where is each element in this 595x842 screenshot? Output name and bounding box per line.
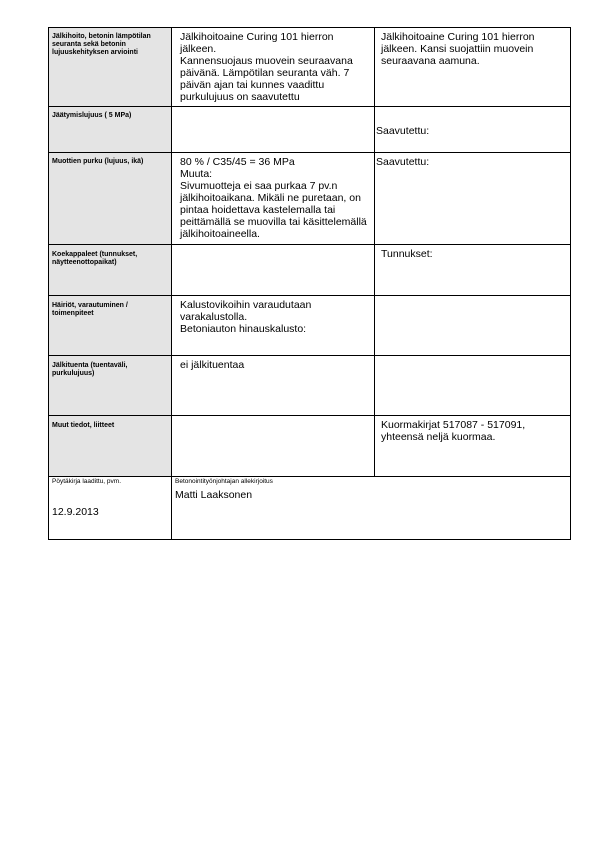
table-row bbox=[49, 245, 571, 296]
actual-cell bbox=[375, 28, 571, 107]
requirement-text bbox=[172, 245, 374, 248]
signature-label: Betonointityönjohtajan allekirjoitus bbox=[175, 478, 273, 485]
row-label-cell bbox=[49, 356, 172, 416]
actual-cell bbox=[375, 356, 571, 416]
requirement-cell bbox=[172, 296, 375, 356]
requirement-text: Kalustovikoihin varaudutaan varakalustolla. Betoniauton hinauskalusto: bbox=[180, 299, 312, 335]
requirement-text: 80 % / C35/45 = 36 MPa Muuta: Sivumuotteja ei saa purkaa 7 pv.n jälkihoitoaikana. Mikäli ne puretaan, on pintaa hoidettava kastelemalla tai peittämällä se muovilla tai käsittelemällä jälkihoitoaineella. bbox=[180, 156, 367, 240]
actual-text: Jälkihoitoaine Curing 101 hierron jälkeen. Kansi suojattiin muovein seuraavana aamuna. bbox=[381, 31, 535, 67]
row-label: Häiriöt, varautuminen / toimenpiteet bbox=[52, 302, 128, 317]
row-label-cell bbox=[49, 296, 172, 356]
row-label-cell bbox=[49, 107, 172, 153]
actual-cell bbox=[375, 107, 571, 153]
requirement-cell bbox=[172, 28, 375, 107]
requirement-text bbox=[172, 107, 374, 110]
row-label: Muottien purku (lujuus, ikä) bbox=[52, 158, 144, 165]
actual-text: Kuormakirjat 517087 - 517091, yhteensä neljä kuormaa. bbox=[381, 419, 526, 443]
requirement-cell bbox=[172, 107, 375, 153]
requirement-cell bbox=[172, 153, 375, 245]
actual-cell bbox=[375, 245, 571, 296]
actual-text: Saavutettu: bbox=[376, 156, 430, 168]
requirement-cell bbox=[172, 356, 375, 416]
requirement-text bbox=[172, 416, 374, 419]
row-label-cell bbox=[49, 153, 172, 245]
table-row bbox=[49, 416, 571, 477]
concreting-record-table bbox=[48, 27, 571, 540]
actual-text bbox=[375, 296, 570, 299]
actual-text: Tunnukset: bbox=[381, 248, 433, 260]
actual-cell bbox=[375, 296, 571, 356]
row-label: Jälkituenta (tuentaväli, purkulujuus) bbox=[52, 362, 128, 377]
row-label: Muut tiedot, liitteet bbox=[52, 422, 115, 429]
row-label-cell bbox=[49, 416, 172, 477]
actual-cell bbox=[375, 416, 571, 477]
table-row bbox=[49, 296, 571, 356]
table-row bbox=[49, 153, 571, 245]
row-label: Jälkihoito, betonin lämpötilan seuranta sekä betonin lujuuskehityksen arviointi bbox=[52, 33, 151, 56]
footer-row bbox=[49, 477, 571, 540]
table-row bbox=[49, 356, 571, 416]
date-cell bbox=[49, 477, 172, 540]
requirement-cell bbox=[172, 416, 375, 477]
signature-cell bbox=[172, 477, 571, 540]
actual-cell bbox=[375, 153, 571, 245]
date-label: Pöytäkirja laadittu, pvm. bbox=[52, 478, 122, 485]
table-row bbox=[49, 28, 571, 107]
signature-name: Matti Laaksonen bbox=[175, 489, 253, 501]
row-label-cell bbox=[49, 245, 172, 296]
actual-text: Saavutettu: bbox=[376, 125, 430, 137]
row-label-cell bbox=[49, 28, 172, 107]
date-value: 12.9.2013 bbox=[52, 506, 99, 518]
requirement-text: Jälkihoitoaine Curing 101 hierron jälkeen. Kannensuojaus muovein seuraavana päivänä. Lämpötilan seuranta väh. 7 päivän ajan tai kunnes vaadittu purkulujuus on saavutettu bbox=[180, 31, 353, 103]
row-label: Koekappaleet (tunnukset, näytteenottopaikat) bbox=[52, 251, 138, 266]
row-label: Jäätymislujuus ( 5 MPa) bbox=[52, 112, 132, 119]
requirement-text: ei jälkituentaa bbox=[180, 359, 245, 371]
requirement-cell bbox=[172, 245, 375, 296]
actual-text bbox=[375, 356, 570, 359]
table-row bbox=[49, 107, 571, 153]
